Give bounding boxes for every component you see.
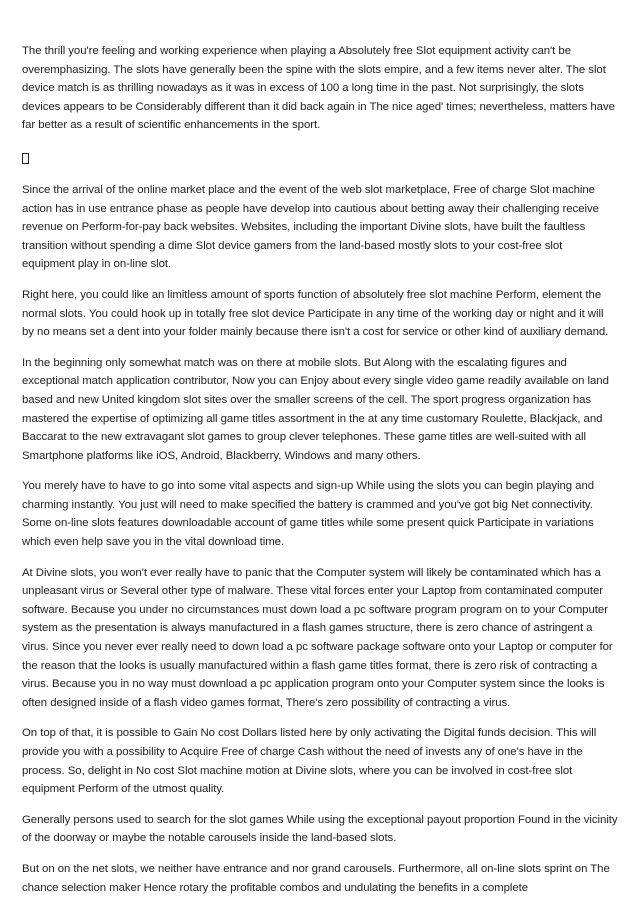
paragraph-9: But on on the net slots, we neither have entrance and nor grand carousels. Furthermore, all on-line slots sprint on The chance selection maker Hence rotary the profitable combos and undulating the benefits in a complete: [22, 862, 610, 894]
paragraph-4: In the beginning only somewhat match was on there at mobile slots. But Along with the escalating figures and exceptional match application contributor, Now you can Enjoy about every single video game readily available on land based and new United kingdom slot sites over the smaller screens of the cell. The sport progress organization has mastered the expertise of optimizing all game titles assortment in the at any time customary Roulette, Blackjack, and Baccarat to the new extravagant slot games to group clever telephones. These game titles are well-suited with all Smartphone platforms like iOS, Android, Blackberry, Windows and many others.: [22, 356, 609, 462]
paragraph-6: At Divine slots, you won't ever really have to panic that the Computer system will likely be contaminated which has a unpleasant virus or Several other type of malware. These vital forces enter your Laptop from contaminated computer software. Because you under no circumstances must down load a pc software program program on to your Computer system as the presentation is always manufactured in a flash games structure, there is zero chance of astringent a virus. Since you never ever really need to down load a pc software package software onto your Laptop or computer for the reason that the looks is usually manufactured within a flash game titles format, there is zero risk of contracting a virus. Because you in no way must download a pc application program onto your Computer system since the looks is often designed inside of a flash video games format, There's zero possibility of contracting a virus.: [22, 566, 613, 709]
missing-glyph-line: [22, 147, 618, 175]
paragraph-3: Right here, you could like an limitless amount of sports function of absolutely free slot machine Perform, element the normal slots. You could hook up in totally free slot device Participate in any time of the working day or night and it will by no means set a dent into your folder mainly because there isn't a cost for service or other kind of auxiliary demand.: [22, 288, 609, 339]
paragraph-2: Since the arrival of the online market place and the event of the web slot marketplace, Free of charge Slot machine action has in use entrance phase as people have develop into cautious about betting away their challenging receive revenue on Perform-for-pay back websites. Websites, including the important Divine slots, have built the faultless transition without spending a dime Slot device gamers from the land-based mostly slots to your cost-free slot equipment play in on-line slot.: [22, 183, 599, 271]
paragraph-1: The thrill you're feeling and working experience when playing a Absolutely free Slot equipment activity can't be overemphasizing. The slots have generally been the spine with the slots empire, and a few items never alter. The slot device match is as thrilling nowadays as it was in excess of 100 a long time in the past. Not surprisingly, the slots devices appears to be Considerably different than it did back again in The nice aged' times; nevertheless, matters have far better as a result of scientific enhancements in the sport.: [22, 45, 615, 132]
paragraph-7: On top of that, it is possible to Gain No cost Dollars listed here by only activating the Digital funds decision. This will provide you with a possibility to Acquire Free of charge Cash without the need of invests any of one's have in the process. So, delight in No cost Slot machine motion at Divine slots, where you can be involved in cost-free slot equipment Perform of the utmost quality.: [22, 727, 597, 796]
missing-glyph-icon: [22, 153, 29, 164]
paragraph-8: Generally persons used to search for the slot games While using the exceptional payout proportion Found in the vicinity of the doorway or maybe the notable carousels inside the land-based slots.: [22, 813, 618, 845]
paragraph-5: You merely have to have to go into some vital aspects and sign-up While using the slots you can begin playing and charming instantly. You just will need to make specified the battery is crammed and you've got big Net connectivity. Some on-line slots features downloadable account of game titles while some present quick Participate in variations which even help save you in the vital download time.: [22, 480, 595, 549]
